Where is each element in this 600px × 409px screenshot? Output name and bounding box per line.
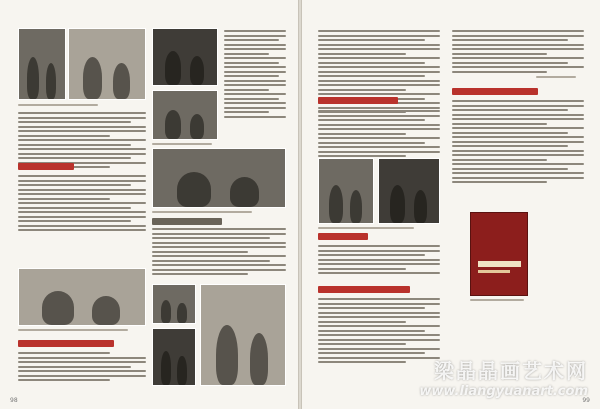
photo-meeting bbox=[318, 158, 374, 224]
photo-building-exterior bbox=[152, 284, 196, 324]
photo-group-seated bbox=[68, 28, 146, 100]
page-number-left: 98 bbox=[10, 397, 18, 404]
watermark-cn: 梁晶晶画艺术网 bbox=[434, 359, 588, 383]
book-cover-title bbox=[478, 261, 522, 268]
photo-group-standing bbox=[18, 268, 146, 326]
section-heading bbox=[318, 97, 398, 104]
caption bbox=[318, 227, 414, 229]
body-text bbox=[18, 175, 146, 234]
watermark-en: www.liangyuanart.com bbox=[419, 384, 588, 399]
watermark bbox=[419, 355, 588, 399]
body-text bbox=[318, 245, 440, 277]
caption bbox=[18, 104, 98, 106]
caption bbox=[470, 299, 524, 301]
photo-top-right bbox=[152, 28, 218, 86]
photo-building bbox=[152, 90, 218, 140]
section-heading bbox=[18, 340, 114, 347]
caption bbox=[152, 211, 252, 213]
caption bbox=[18, 329, 128, 331]
book-cover-image bbox=[470, 212, 528, 296]
body-text bbox=[452, 100, 584, 186]
body-text bbox=[18, 352, 146, 384]
section-heading bbox=[318, 286, 410, 293]
photo-group-exhibition bbox=[378, 158, 440, 224]
right-page bbox=[302, 0, 600, 409]
body-text bbox=[224, 30, 286, 120]
body-text bbox=[452, 30, 584, 75]
section-heading bbox=[152, 218, 222, 225]
photo-portrait-group bbox=[18, 28, 66, 100]
photo-pair-standing bbox=[200, 284, 286, 386]
section-heading bbox=[452, 88, 538, 95]
date-signature bbox=[536, 76, 576, 78]
body-text bbox=[318, 110, 440, 160]
body-text bbox=[152, 228, 286, 278]
caption bbox=[152, 143, 212, 145]
section-heading bbox=[18, 163, 74, 170]
photo-group-large bbox=[152, 148, 286, 208]
book-cover-subtitle bbox=[478, 270, 510, 272]
section-heading bbox=[318, 233, 368, 240]
body-text bbox=[18, 112, 146, 171]
photo-pair-portrait bbox=[152, 328, 196, 386]
page-number-right: 99 bbox=[582, 397, 590, 404]
left-page bbox=[0, 0, 298, 409]
